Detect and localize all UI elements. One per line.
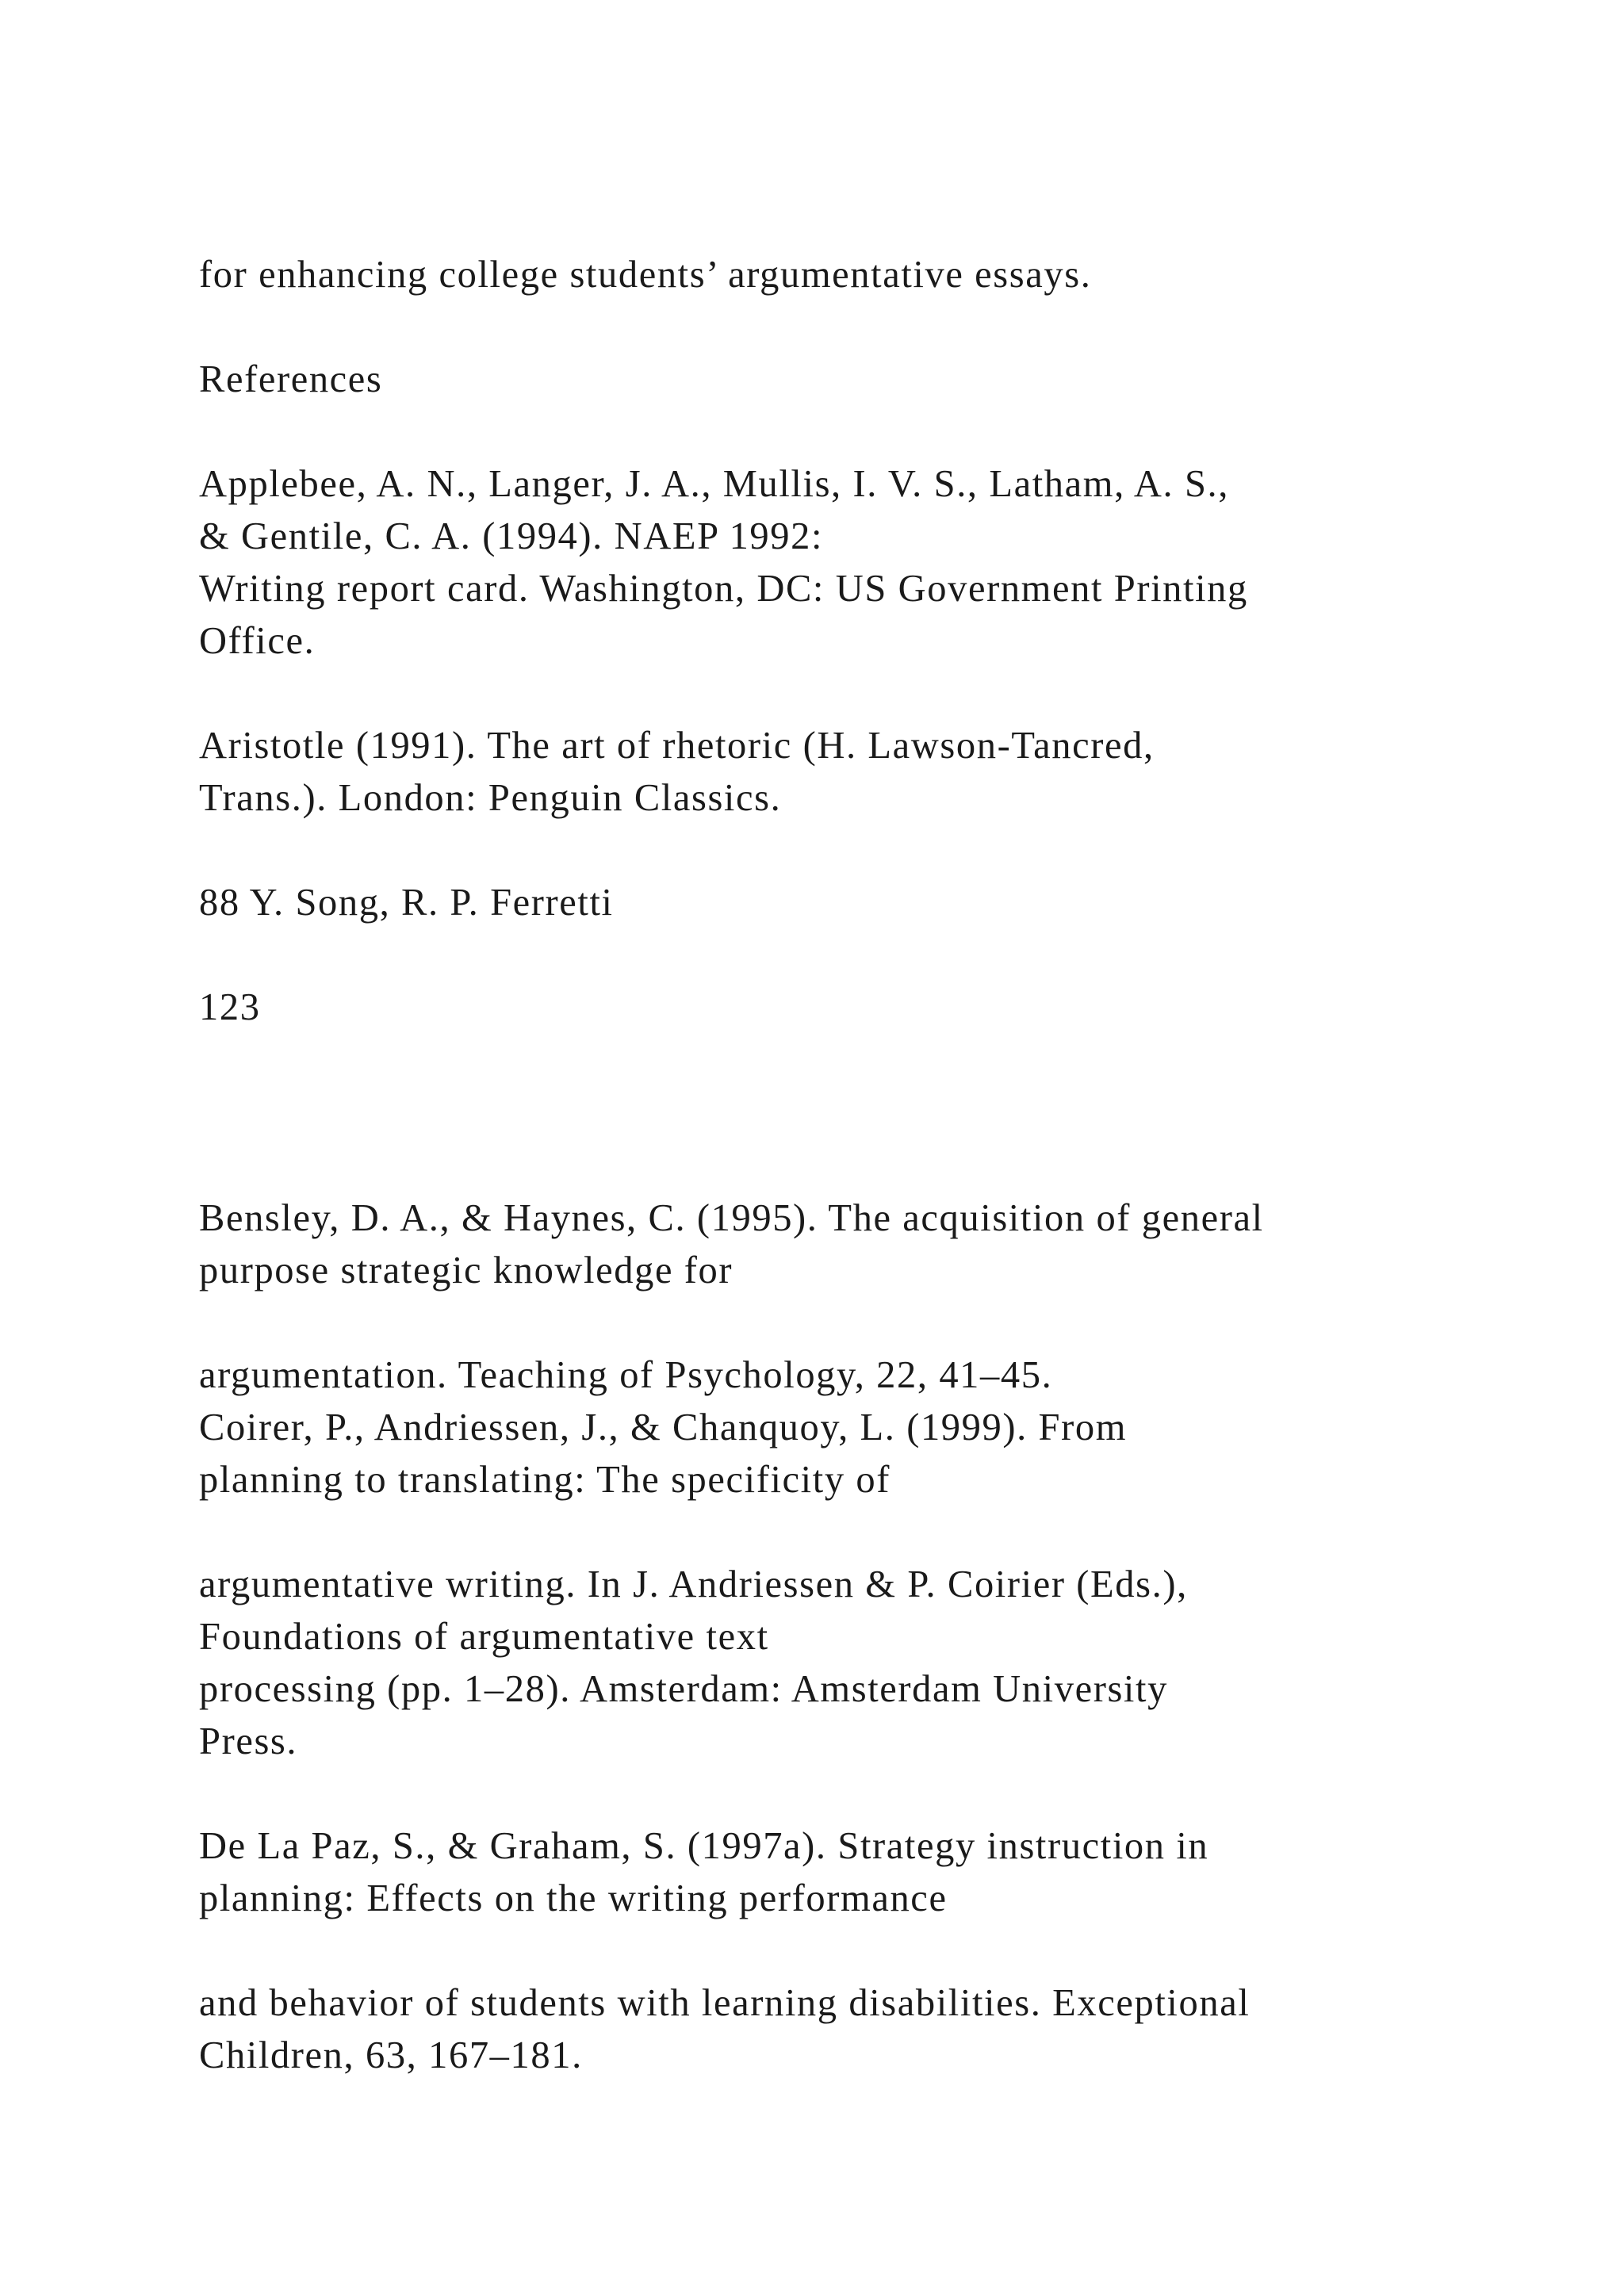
reference-line: Office. xyxy=(199,620,316,662)
reference-line: Trans.). London: Penguin Classics. xyxy=(199,777,782,819)
reference-line: & Gentile, C. A. (1994). NAEP 1992: xyxy=(199,515,824,557)
reference-line: De La Paz, S., & Graham, S. (1997a). Strategy instruction in xyxy=(199,1825,1209,1867)
reference-line: and behavior of students with learning disabilities. Exceptional xyxy=(199,1982,1251,2024)
reference-line: Press. xyxy=(199,1720,298,1762)
journal-mark: 123 xyxy=(199,986,261,1028)
reference-line: planning to translating: The specificity of xyxy=(199,1459,891,1501)
reference-line: Aristotle (1991). The art of rhetoric (H. Lawson-Tancred, xyxy=(199,725,1155,767)
reference-line: Applebee, A. N., Langer, J. A., Mullis, I. V. S., Latham, A. S., xyxy=(199,463,1229,505)
reference-line: Coirer, P., Andriessen, J., & Chanquoy, L. (1999). From xyxy=(199,1406,1128,1448)
reference-line: processing (pp. 1–28). Amsterdam: Amsterdam University xyxy=(199,1668,1168,1710)
reference-line: planning: Effects on the writing performance xyxy=(199,1877,948,1919)
running-header: 88 Y. Song, R. P. Ferretti xyxy=(199,882,614,924)
reference-line: Foundations of argumentative text xyxy=(199,1616,769,1658)
references-heading: References xyxy=(199,358,383,400)
reference-line: Bensley, D. A., & Haynes, C. (1995). The acquisition of general xyxy=(199,1197,1264,1239)
reference-line: Writing report card. Washington, DC: US Government Printing xyxy=(199,568,1248,610)
text-line: for enhancing college students’ argumentative essays. xyxy=(199,254,1092,296)
reference-line: argumentation. Teaching of Psychology, 22, 41–45. xyxy=(199,1354,1053,1396)
reference-line: purpose strategic knowledge for xyxy=(199,1249,733,1292)
reference-line: Children, 63, 167–181. xyxy=(199,2034,583,2076)
reference-line: argumentative writing. In J. Andriessen & P. Coirier (Eds.), xyxy=(199,1563,1188,1605)
